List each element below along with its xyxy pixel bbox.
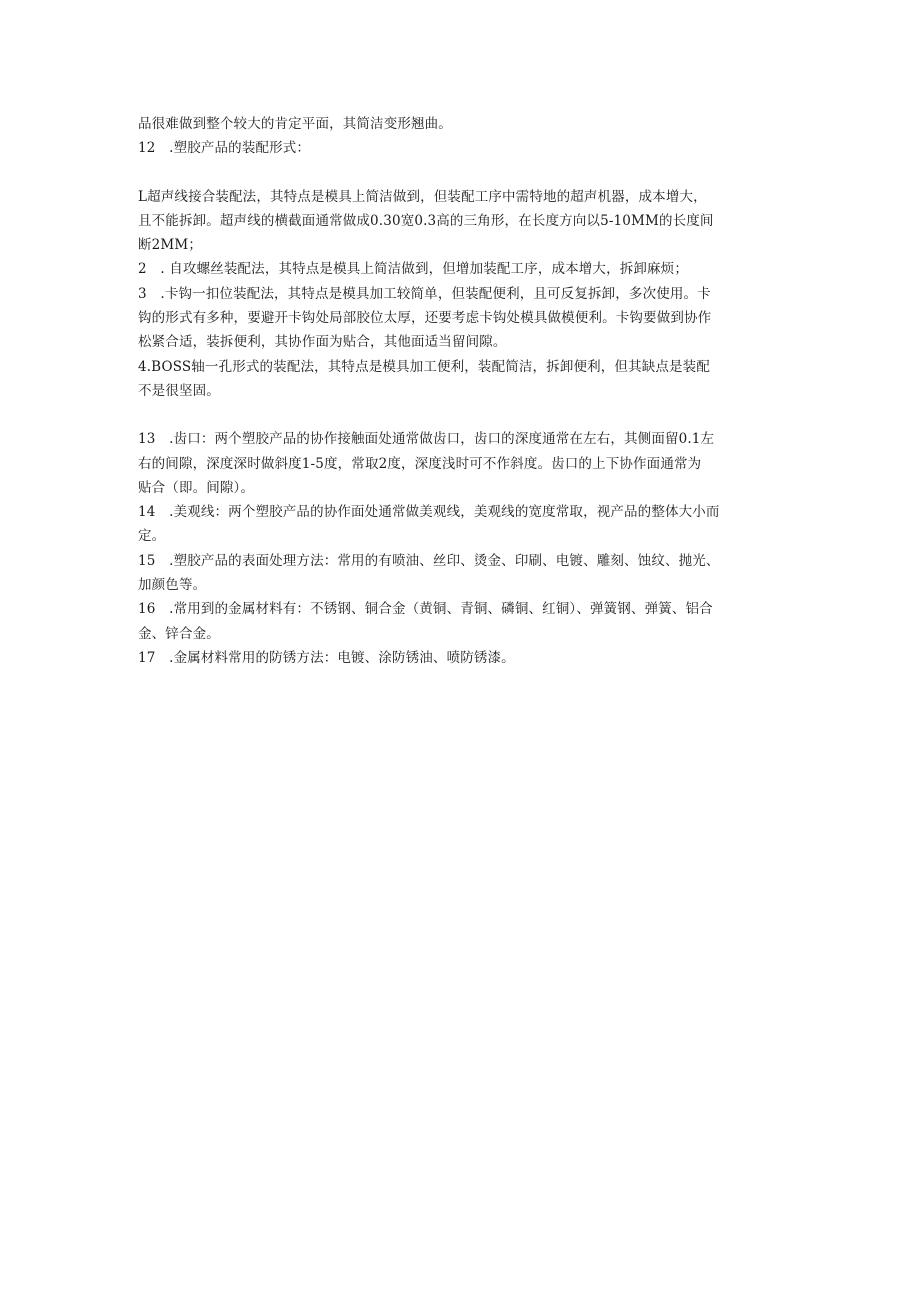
document-body bbox=[138, 112, 788, 670]
section-12-heading: 12 .塑胶产品的装配形式： bbox=[138, 140, 311, 157]
item-3-line-2: 钩的形式有多种，要避开卡钩处局部胶位太厚，还要考虑卡钩处模具做模便利。卡钩要做到协作 bbox=[138, 310, 712, 327]
section-15-line-1: 15 .塑胶产品的表面处理方法：常用的有喷油、丝印、烫金、印刷、电镀、雕刻、蚀纹、抛光、 bbox=[138, 552, 720, 569]
section-17-line-1: 17 .金属材料常用的防锈方法：电镀、涂防锈油、喷防锈漆。 bbox=[138, 649, 515, 666]
section-16-line-2: 金、锌合金。 bbox=[138, 625, 220, 642]
section-16-line-1: 16 .常用到的金属材料有：不锈钢、铜合金（黄铜、青铜、磷铜、红铜）、弹簧钢、弹簧、铝合 bbox=[138, 601, 713, 618]
item-3-line-1: 3 .卡钩一扣位装配法，其特点是模具加工较简单，但装配便利，且可反复拆卸，多次使用。卡 bbox=[138, 285, 711, 302]
text-line-1: 品很难做到整个较大的肯定平面，其简洁变形翘曲。 bbox=[138, 116, 452, 132]
section-13-line-1: 13 .齿口：两个塑胶产品的协作接触面处通常做齿口，齿口的深度通常在左右，其侧面留0.1左 bbox=[138, 431, 715, 448]
item-4-line-2: 不是很坚固。 bbox=[138, 382, 220, 399]
section-15-line-2: 加颜色等。 bbox=[138, 577, 207, 594]
section-14-line-1: 14 .美观线：两个塑胶产品的协作面处通常做美观线，美观线的宽度常取，视产品的整体大小而 bbox=[138, 504, 720, 521]
item-2-line-1: 2 . 自攻螺丝装配法，其特点是模具上简洁做到，但增加装配工序，成本增大，拆卸麻烦； bbox=[138, 261, 688, 278]
item-1-line-1: L超声线接合装配法，其特点是模具上简洁做到，但装配工序中需特地的超声机器，成本增大， bbox=[138, 188, 707, 205]
item-4-line-1: 4.BOSS轴一孔形式的装配法，其特点是模具加工便利，装配简洁，拆卸便利，但其缺点是装配 bbox=[138, 358, 710, 375]
blank-line bbox=[138, 403, 788, 427]
item-3-line-3: 松紧合适，装拆便利，其协作面为贴合，其他面适当留间隙。 bbox=[138, 334, 507, 351]
section-13-line-2: 右的间隙，深度深时做斜度1-5度，常取2度，深度浅时可不作斜度。齿口的上下协作面通常为 bbox=[138, 455, 702, 472]
section-13-line-3: 贴合（即。间隙）。 bbox=[138, 479, 255, 496]
item-1-line-2: 且不能拆卸。超声线的横截面通常做成0.30宽0.3高的三角形，在长度方向以5-10MM的长度间 bbox=[138, 212, 714, 229]
blank-line bbox=[138, 161, 788, 185]
section-14-line-2: 定。 bbox=[138, 528, 166, 545]
item-1-line-3: 断2MM； bbox=[138, 237, 202, 254]
